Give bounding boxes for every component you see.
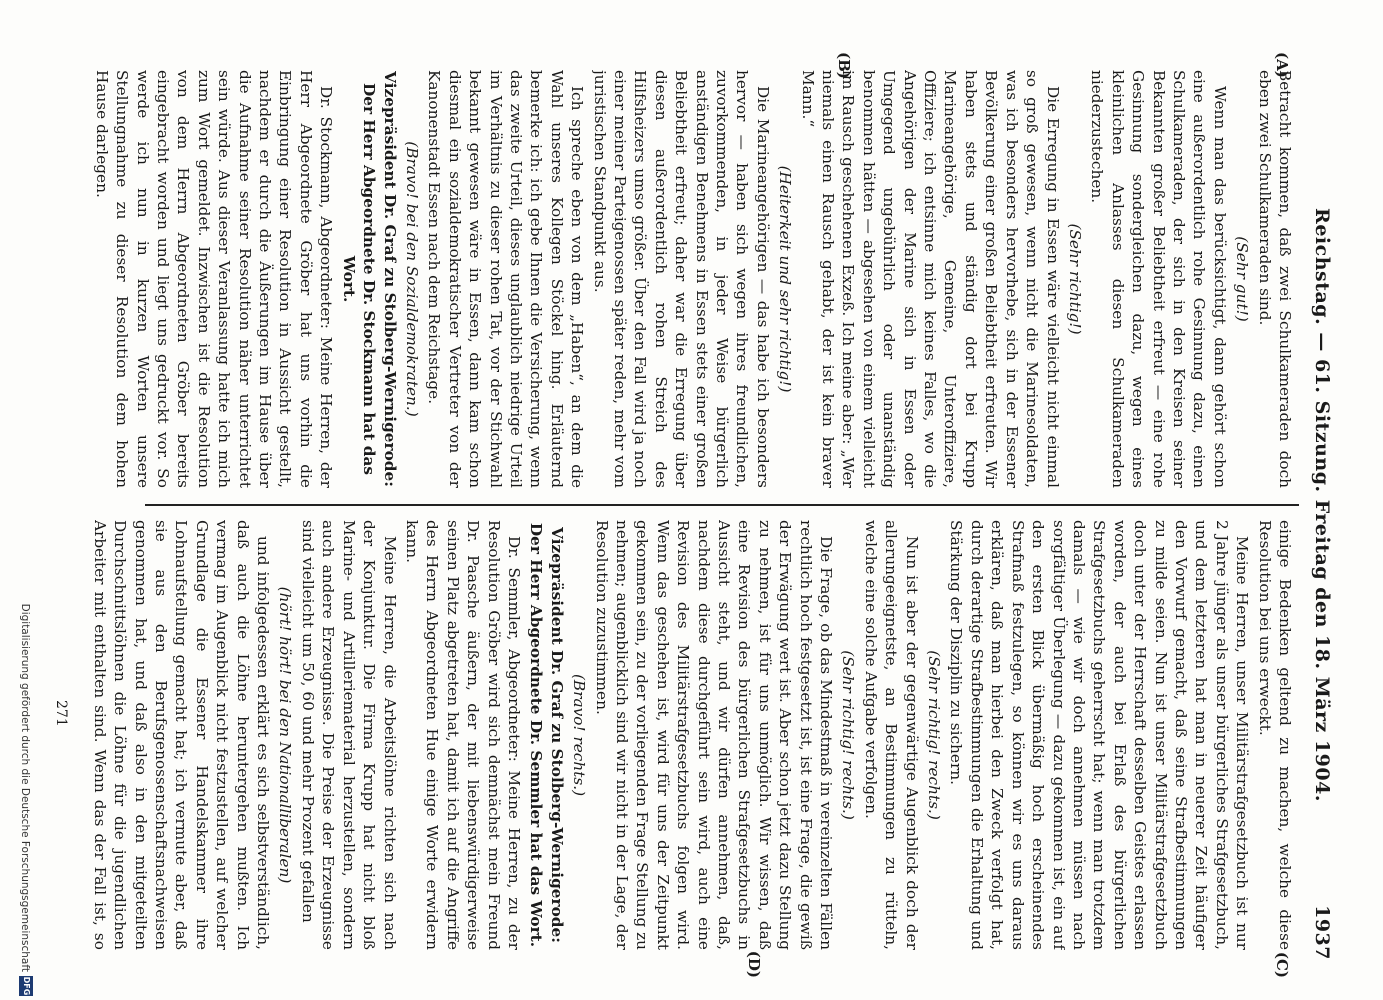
interjection: (Sehr richtig! rechts.) [839,650,858,820]
margin-marker-b: (B) [835,52,853,79]
paragraph: Die Erregung in Essen wäre vielleicht nicht einmal so groß gewesen, wenn nicht die Marinesoldaten, was ich besonders hervorhebe, sich in der Essener Bevölkerung einer großen Beliebtheit erfreuten. Wir haben stets und ständig dort bei Krupp Marineangehörige, Gemeine, Unteroffiziere, Offiziere; ich entsinne mich keines Falles, wo die Angehörigen der Marine sich in Essen oder Umgegend ungebührlich oder unanständig benommen hätten — abgesehen von einem vielleicht im Rausch geschehenen Exzeß. Ich meine aber: „Wer niemals einen Rausch gehabt, der ist kein braver Mann.“ [798,70,1062,488]
column-divider [145,504,1299,506]
paragraph: Die Marineangehörigen — das habe ich besonders hervor — haben sich wegen ihres freundlichen, zuvorkommenden, in jeder Weise bürgerlich anständigen Benehmens in Essen stets einer großen Beliebtheit erfreut; daher war die Erregung über diesen außerordentlich rohen Streich des Hilfsheizers umso größer. Über den Fall wird ja noch einer meiner Parteigenossen später reden, mehr vom juristischen Standpunkt aus. [590,70,772,488]
paragraph: Nun ist aber der gegenwärtige Augenblick doch der allerungeeignetste, an Bestimmungen zu rütteln, welche eine solche Aufgabe verfolgen. [861,520,921,950]
digitization-notice: Digitalisierung gefördert durch die Deutsche Forschungsgemeinschaft [19,603,31,972]
interjection: (Sehr gut!) [1233,236,1252,322]
paragraph: Ich spreche eben von dem „Haben“, an dem die Wahl unseres Kollegen Stöckel hing. Erläuternd bemerke ich: ich gebe Ihnen die Versicherung, wenn das zweite Urteil, dieses unglaublich niedrige Urteil im Verhältnis zu dieser rohen Tat, vor der Stichwahl bekannt gewesen wäre in Essen, dann kam schon diesmal ein sozialdemokratischer Vertreter von der Kanonenstadt Essen nach dem Reichstage. [425,70,587,488]
paragraph: Wenn man das berücksichtigt, dann gehört schon eine außerordentlich rohe Gesinnung dazu, einen Schulkameraden, der sich in den Kreisen seiner Bekannten großer Beliebtheit erfreut — eine rohe Gesinnung sondergleichen dazu, wegen eines kleinlichen Anlasses diesen Schulkameraden niederzustechen. [1088,70,1229,488]
paragraph: einige Bedenken geltend zu machen, welche diese Resolution bei uns erweckt. [1255,520,1294,950]
speaker-heading: Vizepräsident Dr. Graf zu Stolberg-Wernigerode: Der Herr Abgeordnete Dr. Semmler hat das Wort. [527,522,566,948]
margin-marker-c: (C) [1273,951,1291,978]
paragraph: Dr. Stockmann, Abgeordneter: Meine Herren, der Herr Abgeordnete Gröber hat uns vorhin die Einbringung einer Resolution in Aussicht gestellt, nachdem er durch die Äußerungen im Hause über die Aufnahme seiner Resolution näher unterrichtet sein würde. Aus dieser Veranlassung hatte ich mich zum Wort gemeldet. Inzwischen ist die Resolution von dem Herrn Abgeordneten Gröber bereits eingebracht worden und liegt uns gedruckt vor. So werde ich nun in kurzen Worten unsere Stellungnahme zu dieser Resolution dem hohen Hause darlegen. [92,70,336,488]
folio-number: 271 [53,700,69,727]
digitization-stamp [5,0,41,1000]
interjection: (Bravo! rechts.) [570,673,589,797]
paragraph: Dr. Semmler, Abgeordneter: Meine Herren, zu der Resolution Gröber wird sich demnächst mein Freund Dr. Paasche äußern, der mit liebenswürdigerweise seinen Platz abgetreten hat, damit ich auf die Angriffe des Herrn Abgeordneten Hue einige Worte erwidern kann. [402,520,523,950]
header-title: Reichstag. — 61. Sitzung. Freitag den 18. März 1904. [1311,208,1333,802]
margin-marker-a: (A) [1273,52,1291,78]
page-number: 1937 [1311,905,1333,960]
speaker-heading: Vizepräsident Dr. Graf zu Stolberg-Wernigerode: Der Herr Abgeordnete Dr. Stockmann hat das Wort. [339,71,399,487]
interjection: (hört! hört! bei den Nationalliberalen) [276,586,295,884]
page-header [1303,50,1333,960]
margin-marker-d: (D) [745,950,763,978]
interjection: (Sehr richtig! rechts.) [925,650,944,820]
paragraph: Meine Herren, die Arbeitslöhne richten sich nach der Konjunktur. Die Firma Krupp hat nicht bloß Marine- und Artilleriematerial herzustellen, sondern auch andere Erzeugnisse. Die Preise der Erzeugnisse sind vielleicht um 50, 60 und mehr Prozent gefallen [298,520,399,950]
right-column [90,520,1295,950]
paragraph: Betracht kommen, daß zwei Schulkameraden doch eben zwei Schulkameraden sind. [1255,70,1294,488]
paragraph: Die Frage, ob das Mindestmaß in vereinzelten Fällen rechtlich hoch festgesetzt ist, ist eine Frage, die gewiß der Erwägung wert ist. Aber schon jetzt dazu Stellung zu nehmen, ist für uns unmöglich. Wir wissen, daß eine Revision des bürgerlichen Strafgesetzbuchs in Aussicht steht, und wir dürfen annehmen, daß, nachdem diese durchgeführt sein wird, auch eine Revision des Militärstrafgesetzbuchs folgen wird. Wenn das geschehen ist, wird für uns der Zeitpunkt gekommen sein, zu der vorliegenden Frage Stellung zu nehmen; augenblicklich sind wir nicht in der Lage, der Resolution zuzustimmen. [592,520,836,950]
dfg-logo-icon: DFG [19,976,33,996]
interjection: (Sehr richtig!) [1065,223,1084,335]
interjection: (Heiterkeit und sehr richtig!) [776,165,795,393]
paragraph: und infolgedessen erklärt es sich selbstverständlich, daß auch die Löhne heruntergehen mußten. Ich vermag im Augenblick nicht festzustellen, auf welcher Grundlage die Essener Handelskammer ihre Lohnaufstellung gemacht hat; ich vermute aber, daß sie aus den Berufsgenossenschaftsnachweisen genommen hat, und daß also in den mitgeteilten Durchschnittslöhnen die Löhne für die jugendlichen Arbeiter mit enthalten sind. Wenn das der Fall ist, so [90,520,273,950]
interjection: (Bravo! bei den Sozialdemokraten.) [402,141,421,417]
paragraph: Meine Herren, unser Militärstrafgesetzbuch ist nur 2 Jahre jünger als unser bürgerliches Strafgesetzbuch, und dem letzteren hat man in neuerer Zeit häufiger den Vorwurf gemacht, daß seine Strafbestimmungen zu milde seien. Nun ist unser Militärstrafgesetzbuch doch unter der Herrschaft desselben Geistes erlassen worden, der auch bei Erlaß des bürgerlichen Strafgesetzbuchs geherrscht hat; wenn man trotzdem damals — wie wir doch annehmen müssen nach sorgfältiger Überlegung — dazu gekommen ist, ein auf den ersten Blick übermäßig hoch erscheinendes Strafmaß festzulegen, so können wir es uns daraus erklären, daß man hierbei den Zweck verfolgt hat, durch derartige Strafbestimmungen die Erhaltung und Stärkung der Disziplin zu sichern. [947,520,1252,950]
left-column [90,70,1295,488]
